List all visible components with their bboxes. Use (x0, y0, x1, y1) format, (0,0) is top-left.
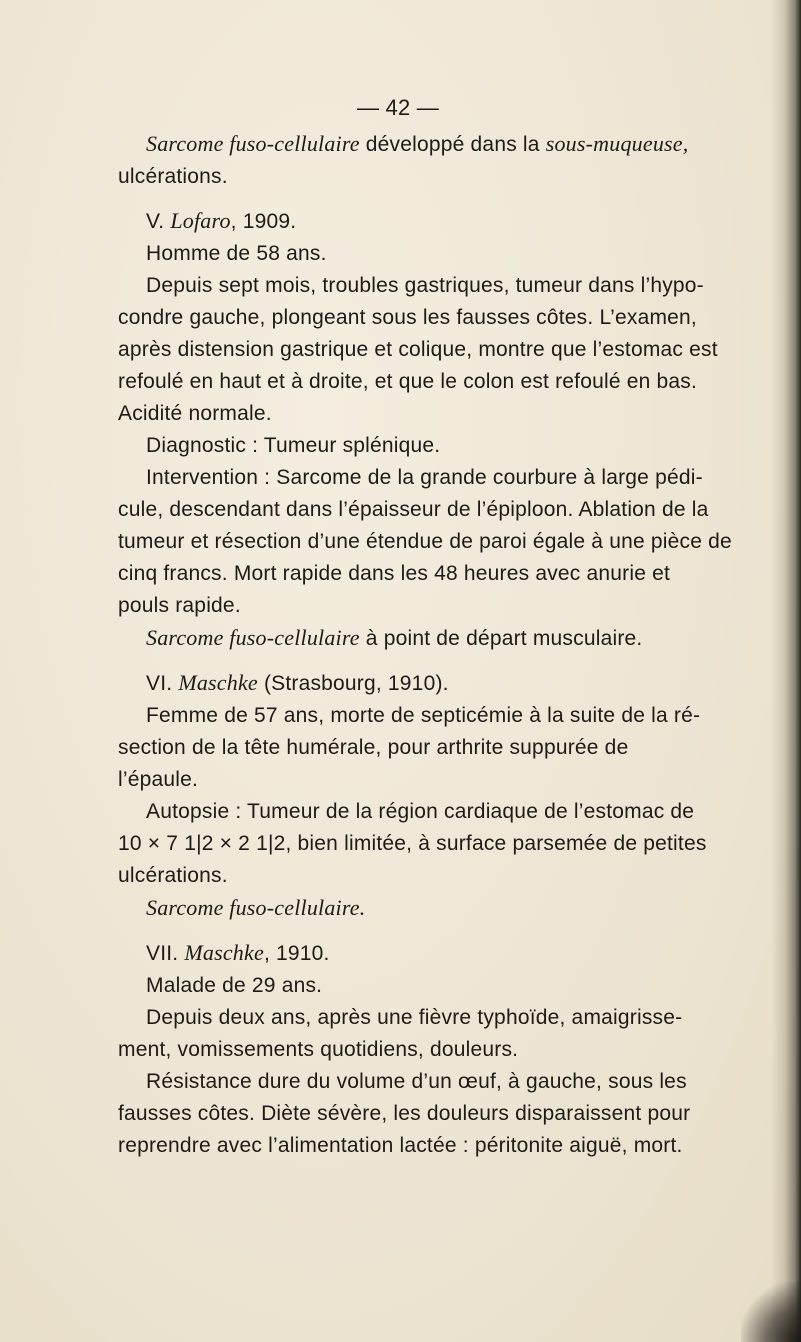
case-year: (Strasbourg, 1910). (257, 672, 449, 695)
italic-phrase: sous-muqueuse, (545, 131, 689, 156)
text-line: Résistance dure du volume d’un œuf, à gauche, sous les (146, 1070, 687, 1093)
page-number: — 42 — (357, 95, 439, 120)
text-line: ulcérations. (118, 864, 228, 887)
text-line: Autopsie : Tumeur de la région cardiaque de l’estomac de (146, 800, 695, 823)
text-line: ment, vomissements quotidiens, douleurs. (118, 1038, 519, 1061)
text-line: pouls rapide. (118, 594, 241, 617)
text-line: tumeur et résection d’une étendue de paroi égale à une pièce de (118, 530, 732, 553)
case-heading-vi (118, 667, 758, 700)
text-line: cinq francs. Mort rapide dans les 48 heures avec anurie et (118, 562, 671, 585)
text-line: Diagnostic : Tumeur splénique. (146, 434, 441, 457)
text-line (118, 128, 758, 161)
text-line: Homme de 58 ans. (146, 242, 327, 265)
author-name: Maschke (184, 940, 264, 965)
case-numeral: V. (146, 210, 171, 233)
text-line: fausses côtes. Diète sévère, les douleurs disparaissent pour (118, 1102, 691, 1125)
text-line: condre gauche, plongeant sous les fausses côtes. L’examen, (118, 306, 697, 329)
case-year: , 1910. (263, 942, 330, 965)
text-line (118, 892, 758, 925)
text-line (118, 622, 758, 655)
italic-phrase: Sarcome fuso-cellulaire (146, 625, 360, 650)
italic-phrase: Sarcome fuso-cellulaire. (146, 895, 366, 920)
text-line: Acidité normale. (118, 402, 272, 425)
text-line: reprendre avec l’alimentation lactée : péritonite aiguë, mort. (118, 1134, 683, 1157)
text-span: développé dans la (359, 133, 546, 156)
text-line: Depuis deux ans, après une fièvre typhoïde, amaigrisse- (146, 1006, 683, 1029)
italic-phrase: Sarcome fuso-cellulaire (146, 131, 360, 156)
text-line: ulcérations. (118, 165, 228, 188)
text-line: après distension gastrique et colique, montre que l’estomac est (118, 338, 718, 361)
case-numeral: VI. (146, 672, 179, 695)
text-line: Intervention : Sarcome de la grande courbure à large pédi- (146, 466, 703, 489)
case-numeral: VII. (146, 942, 185, 965)
text-line: section de la tête humérale, pour arthrite suppurée de (118, 736, 629, 759)
text-line: Malade de 29 ans. (146, 974, 323, 997)
document-body (118, 88, 758, 1162)
author-name: Maschke (178, 670, 258, 695)
text-line: Depuis sept mois, troubles gastriques, tumeur dans l’hypo- (146, 274, 704, 297)
case-year: , 1909. (230, 210, 297, 233)
text-line: 10 × 7 1|2 × 2 1|2, bien limitée, à surface parsemée de petites (118, 832, 707, 855)
case-heading-vii (118, 937, 758, 970)
page-edge-shadow (771, 0, 801, 1342)
text-span: à point de départ musculaire. (359, 627, 643, 650)
corner-shadow (741, 1282, 801, 1342)
text-line: cule, descendant dans l’épaisseur de l’épiploon. Ablation de la (118, 498, 709, 521)
text-line: l’épaule. (118, 768, 199, 791)
text-line: Femme de 57 ans, morte de septicémie à la suite de la ré- (146, 704, 701, 727)
text-line: refoulé en haut et à droite, et que le colon est refoulé en bas. (118, 370, 698, 393)
case-heading-v (118, 205, 758, 238)
author-name: Lofaro (170, 208, 231, 233)
